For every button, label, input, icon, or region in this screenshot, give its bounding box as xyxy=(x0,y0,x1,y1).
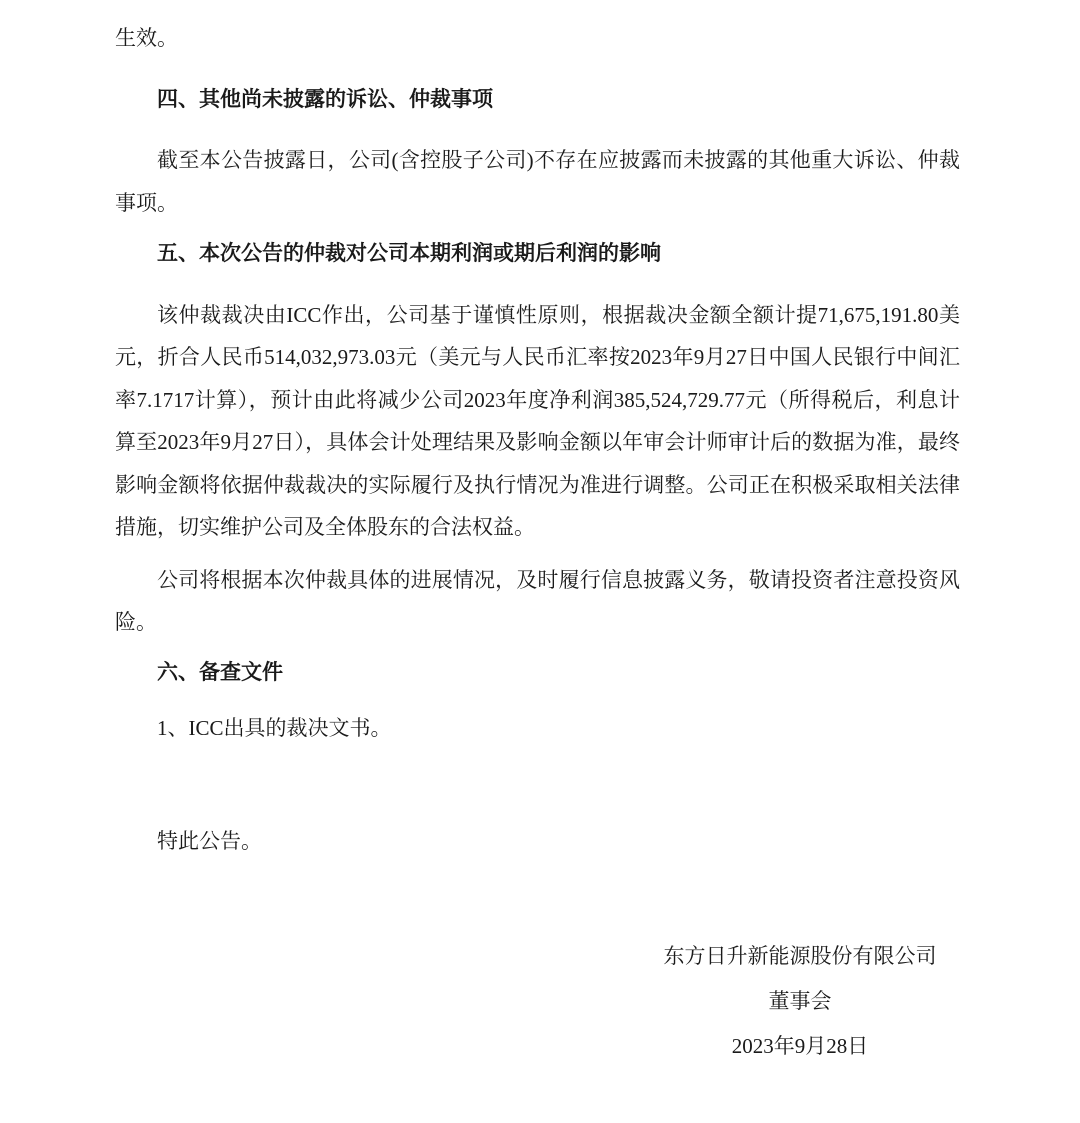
section-6-paragraph: 1、ICC出具的裁决文书。 xyxy=(157,716,392,740)
signature-board: 董事会 xyxy=(768,989,832,1013)
signature-block xyxy=(650,934,950,1069)
signature-date: 2023年9月28日 xyxy=(731,1034,869,1058)
section-heading-6: 六、备查文件 xyxy=(157,659,283,684)
section-heading-5: 五、本次公告的仲裁对公司本期利润或期后利润的影响 xyxy=(157,241,661,265)
continuation-line: 生效。 xyxy=(115,26,178,50)
signature-company: 东方日升新能源股份有限公司 xyxy=(663,944,937,968)
closing-line: 特此公告。 xyxy=(157,828,262,853)
section-heading-4: 四、其他尚未披露的诉讼、仲裁事项 xyxy=(157,86,493,111)
section-5-paragraph-2: 公司将根据本次仲裁具体的进展情况，及时履行信息披露义务，敬请投资者注意投资风险。 xyxy=(115,567,960,634)
section-4-paragraph: 截至本公告披露日，公司(含控股子公司)不存在应披露而未披露的其他重大诉讼、仲裁事项。 xyxy=(115,148,960,215)
section-5-paragraph-1: 该仲裁裁决由ICC作出，公司基于谨慎性原则，根据裁决金额全额计提71,675,191.80美元，折合人民币514,032,973.03元（美元与人民币汇率按2023年9月27日中国人民银行中间汇率7.1717计算），预计由此将减少公司2023年度净利润385,524,729.77元（所得税后，利息计算至2023年9月27日），具体会计处理结果及影响金额以年审会计师审计后的数据为准，最终影响金额将依据仲裁裁决的实际履行及执行情况为准进行调整。公司正在积极采取相关法律措施，切实维护公司及全体股东的合法权益。 xyxy=(115,302,960,539)
